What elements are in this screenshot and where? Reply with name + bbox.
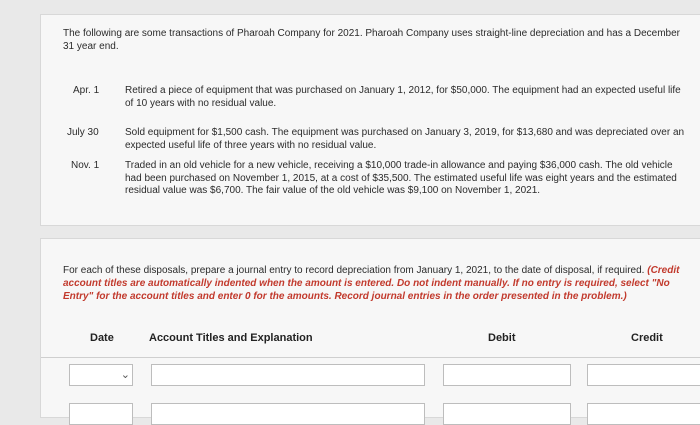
transaction-date: Apr. 1 xyxy=(73,85,100,96)
transaction-description: Traded in an old vehicle for a new vehicle, receiving a $10,000 trade-in allowance and paying $36,000 cash. The old vehicle had been purchased on November 1, 2015, at a cost of $35,500. The estimated useful life was eight years and the estimated residual value was $6,700. The fair value of the old vehicle was $9,100 on November 1, 2021. xyxy=(125,160,677,196)
instructions-note: (Credit account titles are automatically indented when the amount is entered. Do not indent manually. If no entry is required, select "No Entry" for the account titles and enter 0 for the amounts. Record journal entries in the order presented in the problem.) xyxy=(63,265,680,302)
header-divider xyxy=(41,357,700,358)
debit-input[interactable] xyxy=(443,364,571,386)
credit-input-row-2[interactable] xyxy=(587,403,700,425)
instructions xyxy=(63,264,683,303)
account-title-input[interactable] xyxy=(151,364,425,386)
credit-input[interactable] xyxy=(587,364,700,386)
debit-input-row-2[interactable] xyxy=(443,403,571,425)
journal-entry-card xyxy=(40,238,700,418)
transaction-date: July 30 xyxy=(67,127,99,138)
transaction-date: Nov. 1 xyxy=(71,160,100,171)
header-date: Date xyxy=(90,332,114,344)
account-title-input-row-2[interactable] xyxy=(151,403,425,425)
header-account-titles: Account Titles and Explanation xyxy=(149,332,313,344)
header-debit: Debit xyxy=(488,332,516,344)
instructions-text: For each of these disposals, prepare a journal entry to record depreciation from January 1, 2021, to the date of disposal, if required. xyxy=(63,265,648,276)
date-select[interactable] xyxy=(69,364,133,386)
transaction-description: Retired a piece of equipment that was purchased on January 1, 2012, for $50,000. The equipment had an expected useful life of 10 years with no residual value. xyxy=(125,85,681,109)
date-select-row-2[interactable] xyxy=(69,403,133,425)
problem-card xyxy=(40,14,700,226)
header-credit: Credit xyxy=(631,332,663,344)
problem-intro: The following are some transactions of Pharoah Company for 2021. Pharoah Company uses straight-line depreciation and has a December 31 year end. xyxy=(63,28,681,52)
transaction-description: Sold equipment for $1,500 cash. The equipment was purchased on January 3, 2019, for $13,680 and was depreciated over an expected useful life of three years with no residual value. xyxy=(125,127,685,151)
chevron-down-icon: ⌄ xyxy=(120,369,130,381)
